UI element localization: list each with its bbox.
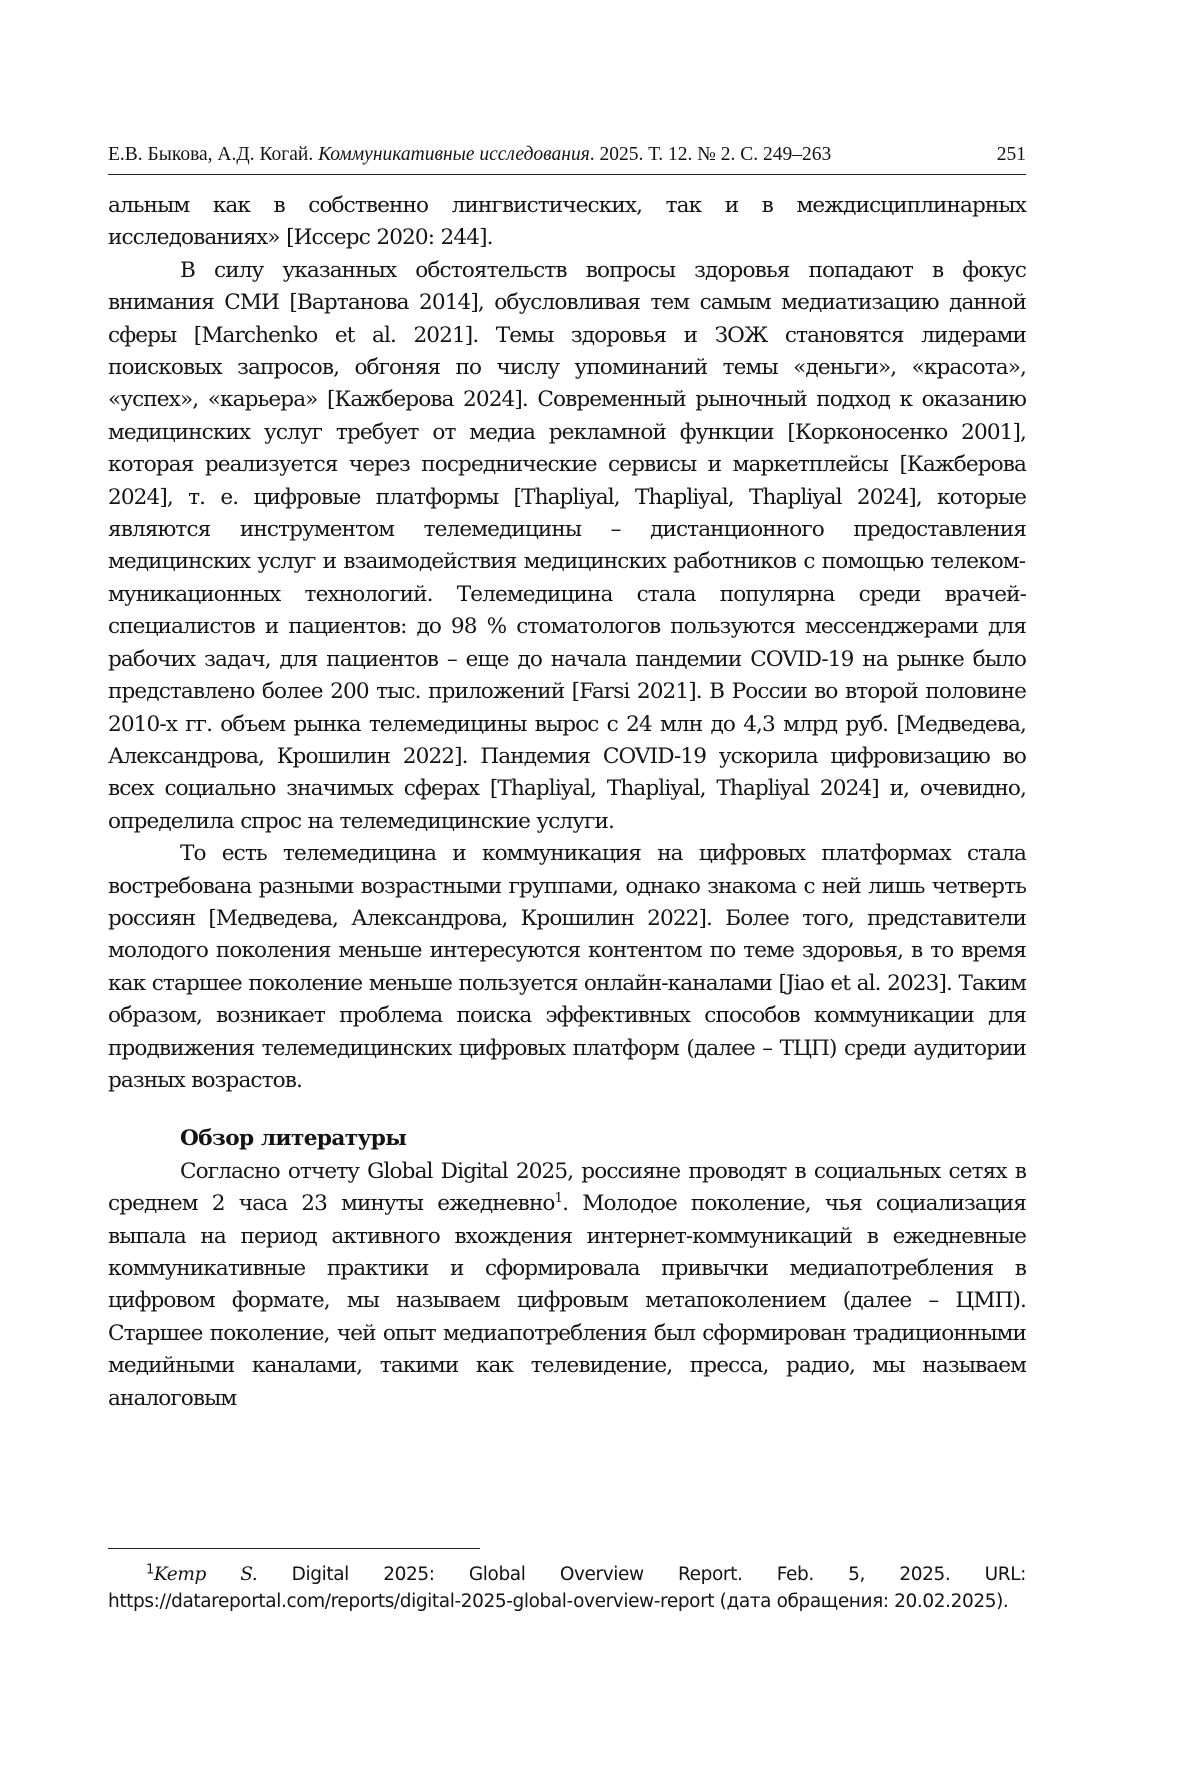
paragraph-continuation: альным как в собственно лингвистических, так и в междисциплинарных исследованиях» [Иссерс 2020: 244]. — [108, 193, 1026, 251]
paragraph-literature-review — [108, 1156, 1026, 1415]
paragraph-telemedicine-context: В силу указанных обстоятельств вопросы здоровья попадают в фокус внимания СМИ [Вартанова 2014], обусловливая тем самым медиатизацию данной сферы [Marchenko et al. 2021]. Темы здоровья и ЗОЖ становятся лидерами поисковых запросов, обгоняя по числу упоминаний темы «деньги», «красота», «успех», «карьера» [Кажберова 2024]. Современный рыночный подход к оказанию медицинских услуг требует от медиа рекламной функции [Корконосенко 2001], которая реализуется через посреднические сервисы и маркетплейсы [Кажберова 2024], т. е. цифровые платформы [Thapliyal, Thapliyal, Thapliyal 2024], которые являются инструментом телемедицины – дистанционного предоставления медицинских услуг и взаимодействия медицинских работников с помощью телекоммуникационных технологий. Телемедицина стала популярна среди врачей-специалистов и пациентов: до 98 % стоматологов пользуются мессенджерами для рабочих задач, для пациентов – еще до начала пандемии COVID-19 на рынке было представлено более 200 тыс. приложений [Farsi 2021]. В России во второй половине 2010-х гг. объем рынка телемедицины вырос с 24 млн до 4,3 млрд руб. [Медведева, Александрова, Крошилин 2022]. Пандемия COVID-19 ускорила цифровизацию во всех социально значимых сферах [Thapliyal, Thapliyal, Thapliyal 2024] и, очевидно, определила спрос на телемедицинские услуги. — [108, 257, 1026, 834]
footnote-reference[interactable]: 1 — [554, 1191, 563, 1207]
literature-text-end: . Молодое поколение, чья социализация выпала на период активного вхождения интернет-коммуникаций в ежедневные коммуникативные практики и сформировала привычки медиапотребления в цифровом формате, мы называем цифровым метапоколением (далее – ЦМП). Старшее поколение, чей опыт медиапотребления был сформирован традиционными медийными каналами, такими как телевидение, пресса, радио, мы называем аналоговым — [108, 1191, 1027, 1411]
header-journal-title: Коммуникативные исследования — [318, 144, 590, 165]
footnote-author: Kemp S. — [153, 1564, 258, 1585]
literature-text-start: Согласно отчету Global Digital 2025, россияне проводят в социальных сетях в среднем 2 часа 23 минуты ежедневно — [108, 1158, 1026, 1217]
footnote — [108, 1561, 1026, 1615]
header-issue-details: . 2025. Т. 12. № 2. С. 249–263 — [589, 144, 832, 165]
header-authors: Е.В. Быкова, А.Д. Когай. — [108, 144, 314, 165]
footnote-text: Digital 2025: Global Overview Report. Feb. 5, 2025. URL: https://datareportal.com/reports/digital-2025-global-overview-report (дата обращения: 20.02.2025). — [108, 1564, 1026, 1612]
paragraph-problem-statement: То есть телемедицина и коммуникация на цифровых платформах стала востребована разными возрастными группами, однако знакома с ней лишь четверть россиян [Медведева, Александрова, Крошилин 2022]. Более того, представители молодого поколения меньше интересуются контентом по теме здоровья, в то время как старшее поколение меньше пользуется онлайн-каналами [Jiao et al. 2023]. Таким образом, возникает проблема поиска эффективных способов коммуникации для продвижения телемедицинских цифровых платформ (далее – ТЦП) среди аудитории разных возрастов. — [108, 841, 1026, 1093]
running-header — [108, 144, 1026, 175]
header-citation — [108, 144, 831, 166]
footnote-number: 1 — [146, 1562, 154, 1578]
section-heading: Обзор литературы — [180, 1126, 407, 1152]
page-number: 251 — [996, 144, 1026, 165]
main-text — [108, 190, 1026, 1415]
footnote-divider — [108, 1548, 480, 1549]
